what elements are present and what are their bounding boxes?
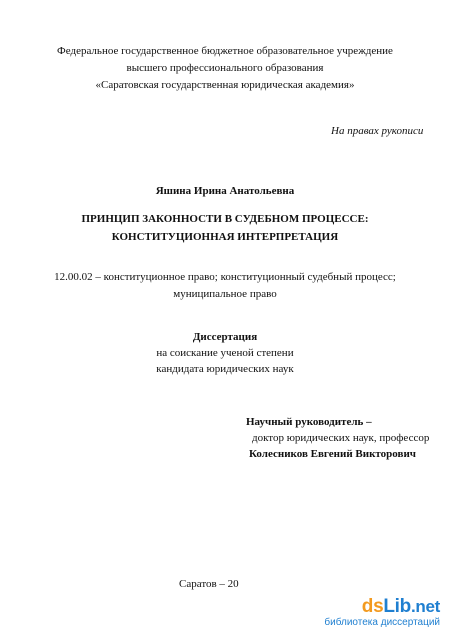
logo-ds-text: ds: [361, 596, 384, 617]
institution-line-1: Федеральное государственное бюджетное образовательное учреждение: [57, 45, 393, 57]
dissertation-heading: Диссертация: [192, 331, 258, 343]
specialty-line-2: муниципальное право: [173, 288, 277, 300]
logo-lib-text: Lib: [383, 596, 411, 617]
place-and-year: Саратов – 20: [179, 578, 239, 590]
specialty-line-1: 12.00.02 – конституционное право; конституционный судебный процесс;: [54, 271, 396, 283]
supervisor-heading: Научный руководитель –: [246, 416, 372, 428]
manuscript-note: На правах рукописи: [331, 125, 424, 137]
author-name: Яшина Ирина Анатольевна: [155, 185, 295, 197]
watermark-subtitle: библиотека диссертаций: [324, 617, 440, 628]
logo-net-text: .net: [410, 597, 440, 616]
institution-line-2: высшего профессионального образования: [126, 62, 324, 74]
dslib-watermark: [324, 596, 440, 630]
degree-line-2: кандидата юридических наук: [156, 363, 294, 375]
thesis-title-line-2: КОНСТИТУЦИОННАЯ ИНТЕРПРЕТАЦИЯ: [111, 231, 339, 243]
thesis-title-line-1: ПРИНЦИП ЗАКОННОСТИ В СУДЕБНОМ ПРОЦЕССЕ:: [81, 213, 369, 225]
supervisor-name: Колесников Евгений Викторович: [249, 448, 417, 460]
degree-line-1: на соискание ученой степени: [156, 347, 294, 359]
institution-line-3: «Саратовская государственная юридическая академия»: [95, 79, 355, 91]
dslib-logo: [362, 596, 440, 618]
supervisor-degree: доктор юридических наук, профессор: [252, 432, 430, 444]
